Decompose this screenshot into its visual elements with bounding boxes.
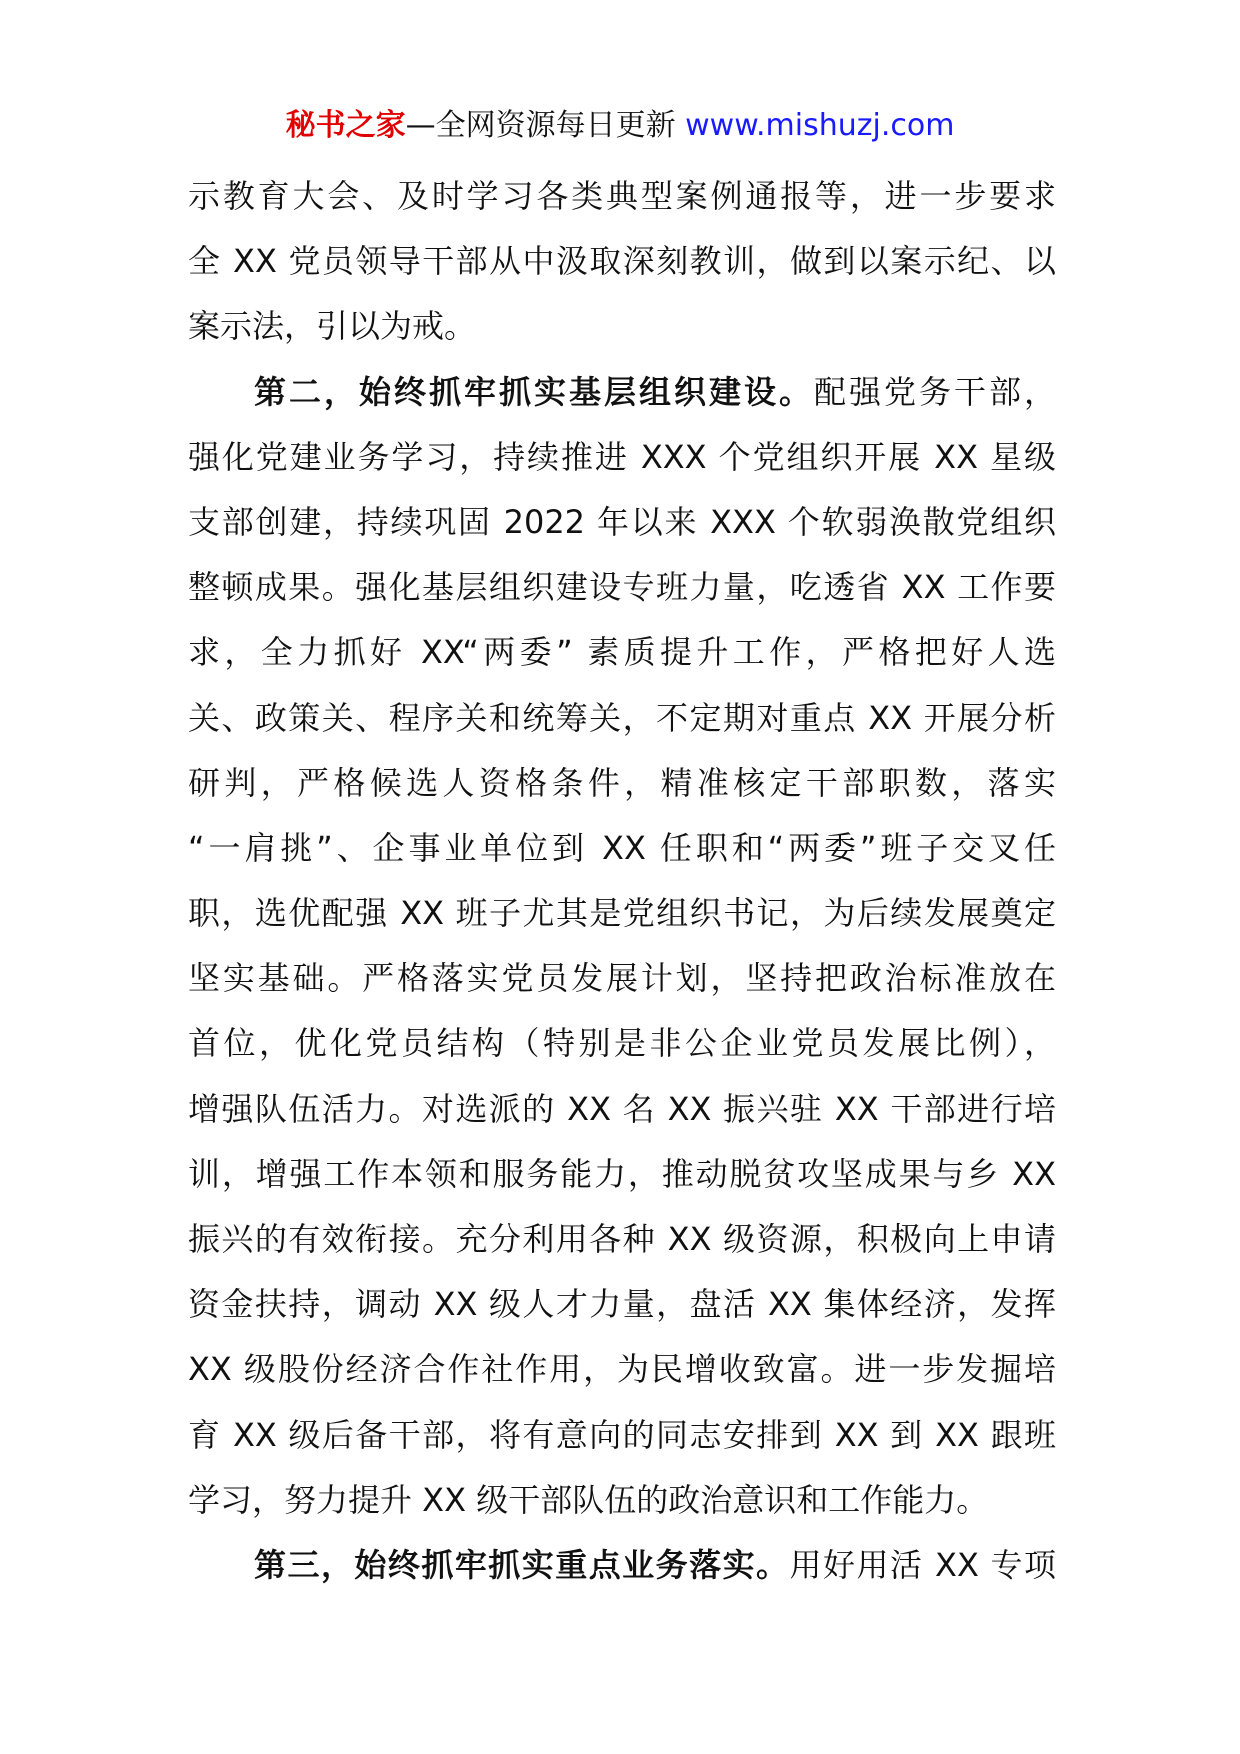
text-line: 训，增强工作本领和服务能力，推动脱贫攻坚成果与乡 XX [188, 1154, 1056, 1193]
header-brand: 秘书之家 [285, 108, 406, 143]
text-line: 资金扶持，调动 XX 级人才力量，盘活 XX 集体经济，发挥 [188, 1285, 1056, 1324]
paragraph-3-opening: 用好用活 XX 专项 [789, 1545, 1056, 1584]
text-line: 整顿成果。强化基层组织建设专班力量，吃透省 XX 工作要 [188, 568, 1056, 607]
text-line: “一肩挑”、企事业单位到 XX 任职和“两委”班子交叉任 [188, 828, 1056, 867]
paragraph-3-first-line [188, 1533, 1056, 1598]
text-line: 育 XX 级后备干部，将有意向的同志安排到 XX 到 XX 跟班 [188, 1415, 1056, 1454]
page-header [0, 104, 1240, 148]
header-site-link[interactable]: www.mishuzj.com [685, 108, 955, 143]
paragraph-2-opening: 配强党务干部， [813, 372, 1056, 411]
text-line: 首位，优化党员结构（特别是非公企业党员发展比例）， [188, 1024, 1056, 1063]
paragraph-2-heading: 第二，始终抓牢抓实基层组织建设。 [254, 372, 814, 411]
text-line: 案示法，引以为戒。 [188, 307, 477, 346]
text-line: XX 级股份经济合作社作用，为民增收致富。进一步发掘培 [188, 1350, 1056, 1389]
paragraph-2-first-line [188, 360, 1056, 425]
text-line: 关、政策关、程序关和统筹关，不定期对重点 XX 开展分析 [188, 698, 1056, 737]
text-line: 学习，努力提升 XX 级干部队伍的政治意识和工作能力。 [188, 1480, 989, 1519]
text-line: 坚实基础。严格落实党员发展计划，坚持把政治标准放在 [188, 959, 1056, 998]
text-line: 支部创建，持续巩固 2022 年以来 XXX 个软弱涣散党组织 [188, 502, 1056, 541]
text-line: 求，全力抓好 XX“两委” 素质提升工作，严格把好人选 [188, 633, 1056, 672]
text-line: 示教育大会、及时学习各类典型案例通报等，进一步要求 [188, 177, 1056, 215]
document-body [188, 164, 1056, 1598]
text-line: 研判，严格候选人资格条件，精准核定干部职数，落实 [188, 763, 1056, 802]
paragraph-3-heading: 第三，始终抓牢抓实重点业务落实。 [254, 1545, 790, 1584]
header-slogan: —全网资源每日更新 [405, 108, 686, 143]
text-line: 强化党建业务学习，持续推进 XXX 个党组织开展 XX 星级 [188, 437, 1056, 476]
text-line: 全 XX 党员领导干部从中汲取深刻教训，做到以案示纪、以 [188, 242, 1056, 281]
text-line: 振兴的有效衔接。充分利用各种 XX 级资源，积极向上申请 [188, 1220, 1056, 1258]
text-line: 增强队伍活力。对选派的 XX 名 XX 振兴驻 XX 干部进行培 [188, 1089, 1056, 1128]
text-line: 职，选优配强 XX 班子尤其是党组织书记，为后续发展奠定 [188, 894, 1056, 933]
